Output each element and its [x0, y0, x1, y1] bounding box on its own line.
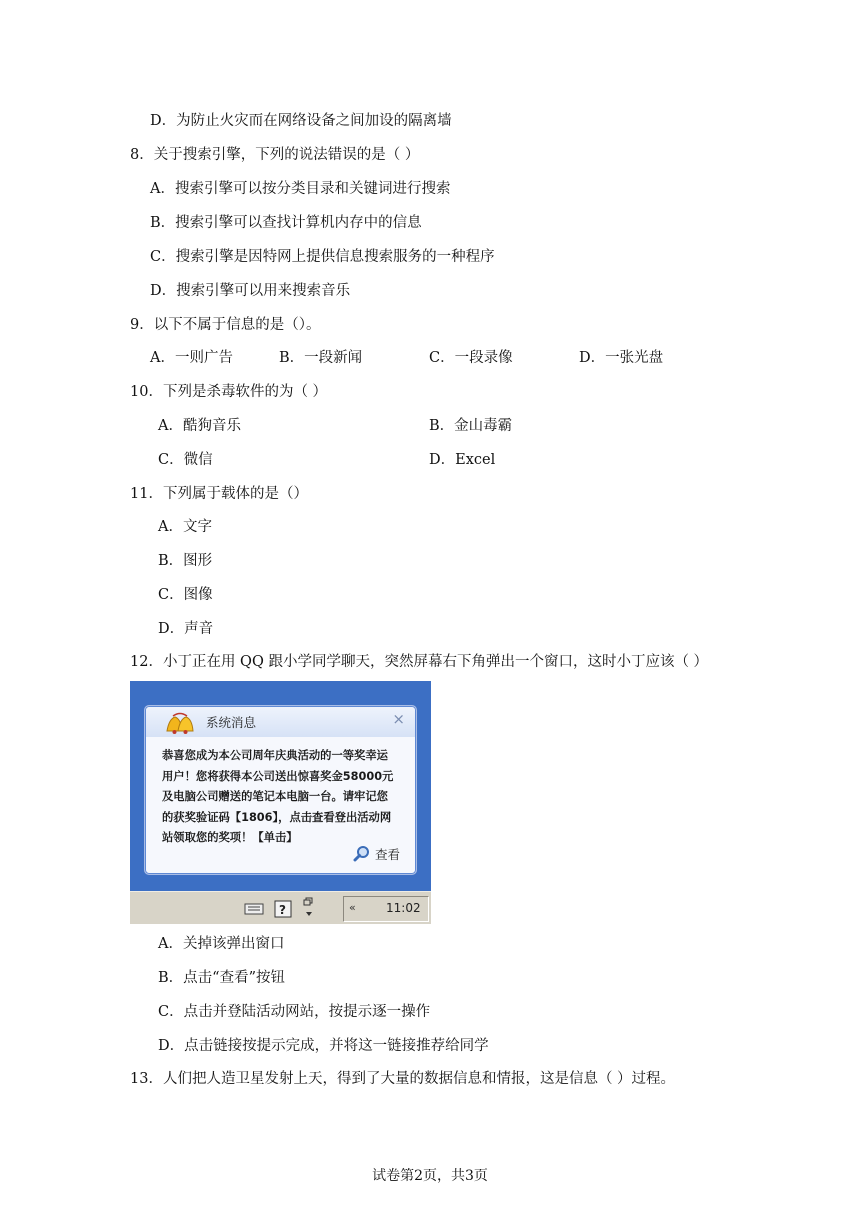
- popup-message: 恭喜您成为本公司周年庆典活动的一等奖幸运 用户！您将获得本公司送出惊喜奖金58000元 及电脑公司赠送的笔记本电脑一台。请牢记您 的获奖验证码【1806】，点击查看登出活动网 站领取您的奖项！【单击】: [162, 749, 394, 844]
- q10-option-b: B．金山毒霸: [429, 418, 513, 434]
- tray-expand-arrow[interactable]: «: [349, 901, 356, 914]
- view-button-label: 查看: [374, 847, 400, 862]
- page-footer: 试卷第2页，共3页: [372, 1168, 488, 1184]
- popup-screenshot-figure: [130, 681, 431, 924]
- q8-option-b: B．搜索引擎可以查找计算机内存中的信息: [150, 215, 422, 231]
- q12-option-d: D．点击链接按提示完成，并将这一链接推荐给同学: [158, 1038, 489, 1054]
- system-tray: [343, 896, 429, 922]
- q12-option-a: A．关掉该弹出窗口: [158, 936, 285, 952]
- system-message-window: [144, 705, 417, 875]
- question-10: 10．下列是杀毒软件的为（ ）: [130, 384, 328, 400]
- q11-option-d: D．声音: [158, 621, 214, 637]
- q10-option-d: D．Excel: [429, 452, 496, 468]
- q10-option-c: C．微信: [158, 452, 213, 468]
- q11-option-c: C．图像: [158, 587, 213, 603]
- question-11: 11．下列属于载体的是（）: [130, 486, 308, 502]
- q12-option-b: B．点击“查看”按钮: [158, 970, 285, 986]
- taskbar: [130, 891, 431, 924]
- q11-option-a: A．文字: [158, 519, 212, 535]
- q9-option-c: C．一段录像: [429, 350, 513, 366]
- q9-option-d: D．一张光盘: [579, 350, 664, 366]
- clock: 11:02: [386, 901, 421, 915]
- close-icon[interactable]: ×: [392, 710, 405, 728]
- question-9: 9．以下不属于信息的是（）。: [130, 317, 321, 333]
- question-13: 13．人们把人造卫星发射上天，得到了大量的数据信息和情报，这是信息（ ）过程。: [130, 1071, 676, 1087]
- view-button[interactable]: [353, 845, 400, 863]
- window-title: 系统消息: [206, 715, 257, 730]
- q7-option-d: D．为防止火灾而在网络设备之间加设的隔离墙: [150, 113, 452, 129]
- q8-option-c: C．搜索引擎是因特网上提供信息搜索服务的一种程序: [150, 249, 495, 265]
- question-8: 8．关于搜索引擎，下列的说法错误的是（ ）: [130, 147, 420, 163]
- q8-option-d: D．搜索引擎可以用来搜索音乐: [150, 283, 351, 299]
- window-titlebar: [146, 707, 415, 737]
- window-options-icon[interactable]: [303, 896, 315, 920]
- magnifier-icon: [353, 845, 371, 863]
- help-icon[interactable]: [274, 900, 292, 918]
- q9-option-a: A．一则广告: [150, 350, 233, 366]
- q10-option-a: A．酷狗音乐: [158, 418, 241, 434]
- q11-option-b: B．图形: [158, 553, 213, 569]
- svg-text:?: ?: [279, 903, 286, 917]
- q12-option-c: C．点击并登陆活动网站，按提示逐一操作: [158, 1004, 431, 1020]
- q9-option-b: B．一段新闻: [279, 350, 363, 366]
- bell-icon: [164, 711, 196, 735]
- keyboard-icon[interactable]: [244, 900, 264, 916]
- question-12: 12．小丁正在用 QQ 跟小学同学聊天，突然屏幕右下角弹出一个窗口，这时小丁应该（ ）: [130, 654, 709, 670]
- q8-option-a: A．搜索引擎可以按分类目录和关键词进行搜索: [150, 181, 451, 197]
